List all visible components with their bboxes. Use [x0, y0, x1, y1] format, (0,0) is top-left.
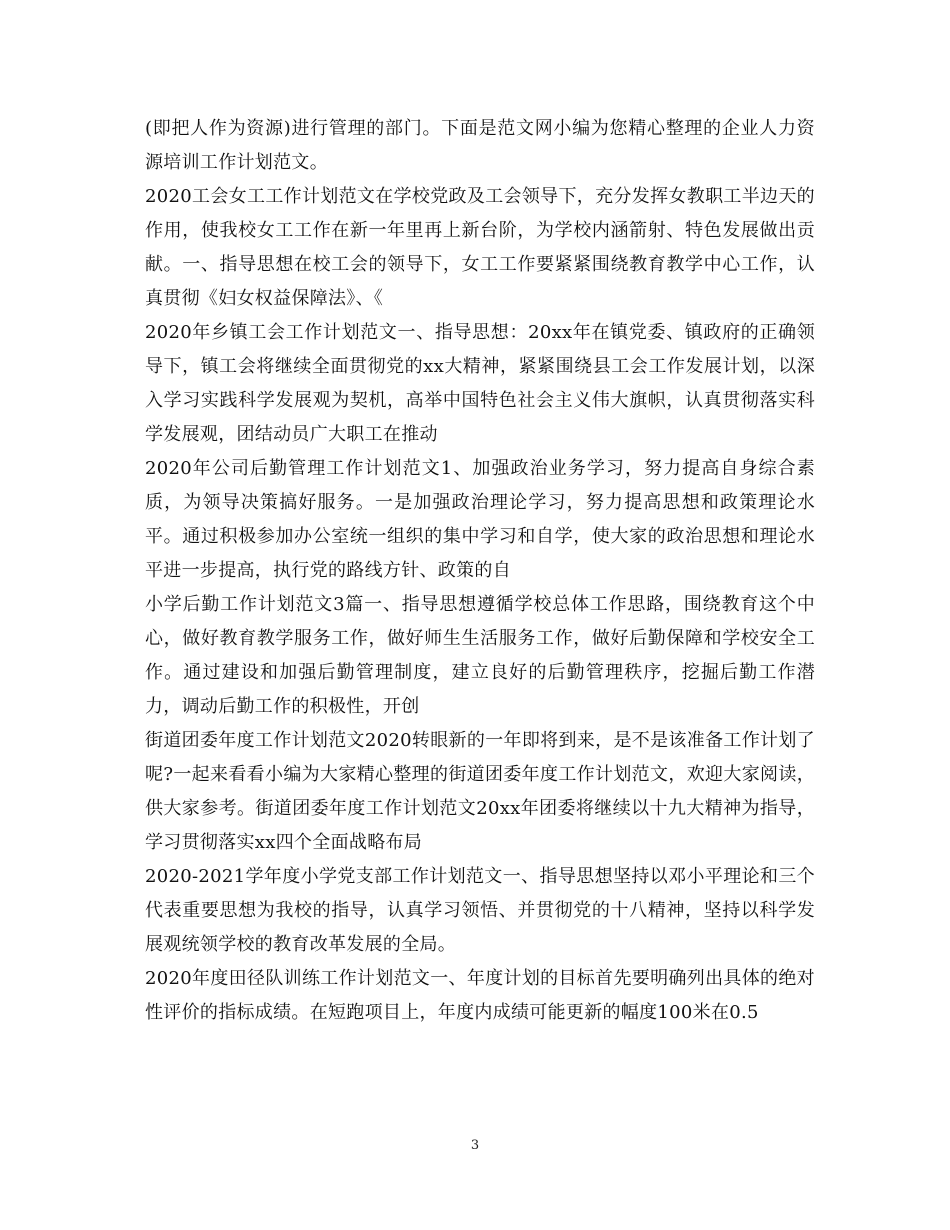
document-body: [145, 112, 815, 1030]
paragraph-intro: (即把人作为资源)进行管理的部门。下面是范文网小编为您精心整理的企业人力资源培训工作计划范文。: [145, 118, 815, 173]
paragraph-school-party-branch: 2020-2021学年度小学党支部工作计划范文一、指导思想坚持以邓小平理论和三个代表重要思想为我校的指导，认真学习领悟、并贯彻党的十八精神，坚持以科学发展观统领学校的教育改革发展的全局。: [145, 866, 815, 955]
paragraph-street-youth-league: 街道团委年度工作计划范文2020转眼新的一年即将到来，是不是该准备工作计划了呢?一起来看看小编为大家精心整理的街道团委年度工作计划范文，欢迎大家阅读，供大家参考。街道团委年度工作计划范文20xx年团委将继续以十九大精神为指导，学习贯彻落实xx四个全面战略布局: [145, 730, 815, 853]
paragraph-company-logistics: 2020年公司后勤管理工作计划范文1、加强政治业务学习，努力提高自身综合素质，为领导决策搞好服务。一是加强政治理论学习，努力提高思想和政策理论水平。通过积极参加办公室统一组织的集中学习和自学，使大家的政治思想和理论水平进一步提高，执行党的路线方针、政策的自: [145, 458, 815, 581]
paragraph-track-team-training: 2020年度田径队训练工作计划范文一、年度计划的目标首先要明确列出具体的绝对性评价的指标成绩。在短跑项目上，年度内成绩可能更新的幅度100米在0.5: [145, 968, 815, 1023]
paragraph-union-women-work: 2020工会女工工作计划范文在学校党政及工会领导下，充分发挥女教职工半边天的作用，使我校女工工作在新一年里再上新台阶，为学校内涵箭射、特色发展做出贡献。一、指导思想在校工会的领导下，女工工作要紧紧围绕教育教学中心工作，认真贯彻《妇女权益保障法》、《: [145, 186, 815, 309]
paragraph-township-union: 2020年乡镇工会工作计划范文一、指导思想：20xx年在镇党委、镇政府的正确领导下，镇工会将继续全面贯彻党的xx大精神，紧紧围绕县工会工作发展计划，以深入学习实践科学发展观为契机，高举中国特色社会主义伟大旗帜，认真贯彻落实科学发展观，团结动员广大职工在推动: [145, 322, 815, 445]
page-number: 3: [470, 1138, 480, 1153]
paragraph-school-logistics: 小学后勤工作计划范文3篇一、指导思想遵循学校总体工作思路，围绕教育这个中心，做好教育教学服务工作，做好师生生活服务工作，做好后勤保障和学校安全工作。通过建设和加强后勤管理制度，建立良好的后勤管理秩序，挖掘后勤工作潜力，调动后勤工作的积极性，开创: [145, 594, 815, 717]
